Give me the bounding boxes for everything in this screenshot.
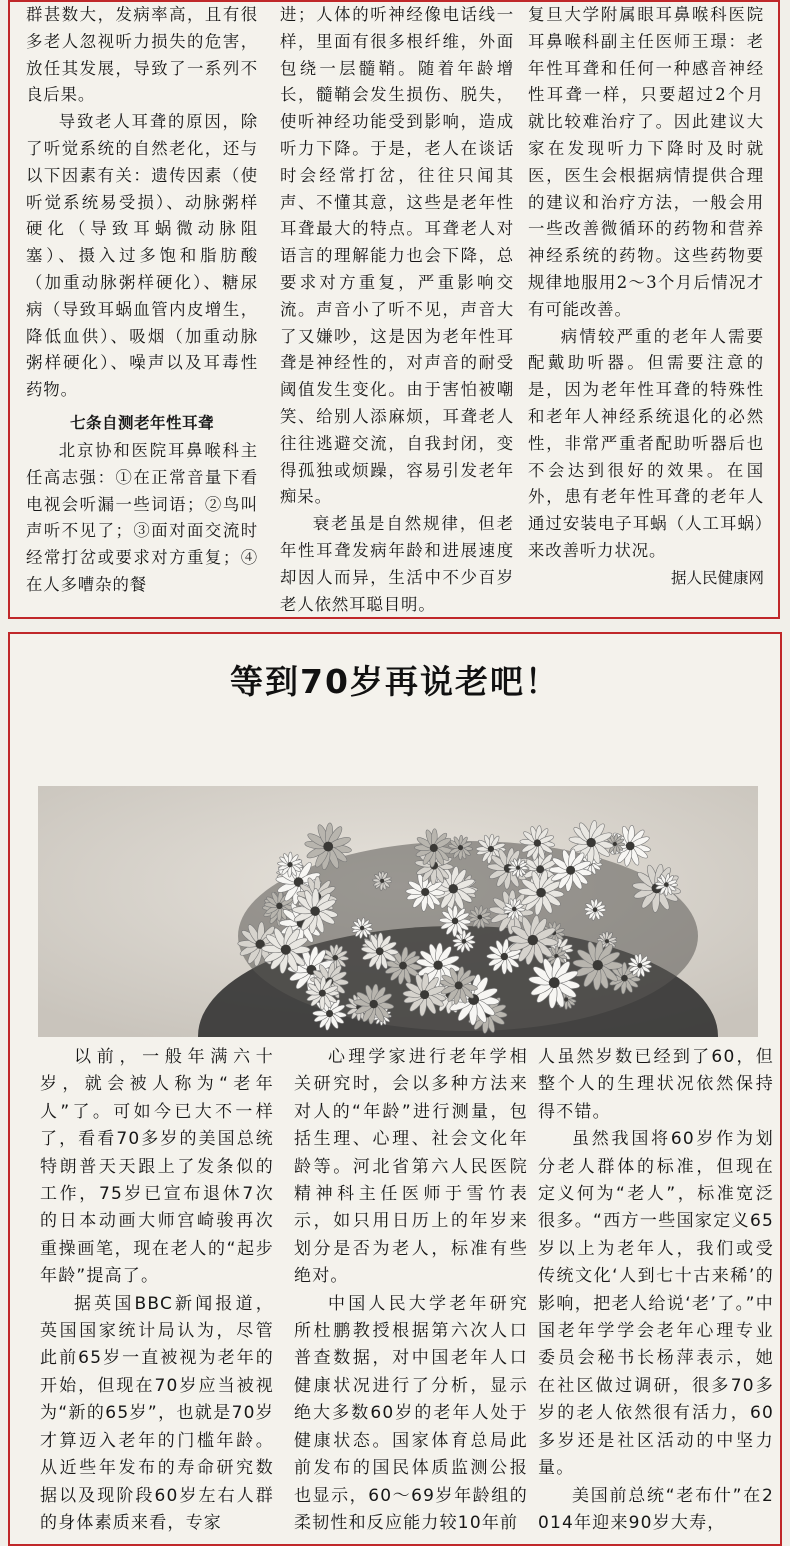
top-col1-paragraph-2: 导致老人耳聋的原因，除了听觉系统的自然老化，还与以下因素有关：遗传因素（使听觉系统易受损）、动脉粥样硬化（导致耳蜗微动脉阻塞）、摄入过多饱和脂肪酸（加重动脉粥样硬化）、糖尿病（导致耳蜗血管内皮增生，降低血供）、吸烟（加重动脉粥样硬化）、噪声以及耳毒性药物。 xyxy=(26,112,258,400)
top-col-2 xyxy=(280,2,514,618)
bottom-col3-paragraph-2: 虽然我国将60岁作为划分老人群体的标准，但现在定义何为“老人”，标准宽泛很多。“西方一些国家定义65岁以上为老年人，我们或受传统文化‘人到七十古来稀’的影响，把老人给说‘老’了。”中国老年学学会老年心理专业委员会秘书长杨萍表示，她在社区做过调研，很多70多岁的老人依然很有活力，60多岁还是社区活动的中坚力量。 xyxy=(538,1129,774,1479)
top-source-credit: 据人民健康网 xyxy=(670,568,764,587)
bottom-col-1 xyxy=(40,1044,274,1537)
top-col3-paragraph-2: 病情较严重的老年人需要配戴助听器。但需要注意的是，因为老年性耳聋的特殊性和老年人神经系统退化的必然性，非常严重者配助听器后也不会达到很好的效果。在国外，患有老年性耳聋的老年人通过安装电子耳蜗（人工耳蜗）来改善听力状况。 xyxy=(528,326,764,560)
top-col2-paragraph-2: 衰老虽是自然规律，但老年性耳聋发病年龄和进展速度却因人而异，生活中不少百岁老人依然耳聪目明。 xyxy=(280,514,514,614)
top-subheading: 七条自测老年性耳聋 xyxy=(69,413,214,432)
bottom-col1-paragraph-2: 据英国BBC新闻报道，英国国家统计局认为，尽管此前65岁一直被视为老年的开始，但现在70岁应当被视为“新的65岁”，也就是70岁才算迈入老年的门槛年龄。从近些年发布的寿命研究数据以及现阶段60岁左右人群的身体素质来看，专家 xyxy=(40,1293,274,1533)
bottom-col2-paragraph-2: 中国人民大学老年研究所杜鹏教授根据第六次人口普查数据，对中国老年人口健康状况进行了分析，显示绝大多数60岁的老年人处于健康状态。国家体育总局此前发布的国民体质监测公报也显示，60～69岁年龄组的柔韧性和反应能力较10年前 xyxy=(294,1293,528,1533)
bottom-col3-paragraph-1: 人虽然岁数已经到了60，但整个人的生理状况依然保持得不错。 xyxy=(538,1047,774,1122)
flower-basket-photo xyxy=(38,786,758,1037)
bottom-col-3 xyxy=(538,1044,774,1537)
top-col-1 xyxy=(26,2,258,599)
article-title: 等到70岁再说老吧！ xyxy=(230,662,560,701)
top-col-3 xyxy=(528,2,764,591)
top-col2-paragraph-1: 进；人体的听神经像电话线一样，里面有很多根纤维，外面包绕一层髓鞘。随着年龄增长，髓鞘会发生损伤、脱失，使听神经功能受到影响，造成听力下降。于是，老人在谈话时会经常打岔，往往只闻其声、不懂其意，这些是老年性耳聋最大的特点。耳聋老人对语言的理解能力也会下降，总要求对方重复，严重影响交流。声音小了听不见，声音大了又嫌吵，这是因为老年性耳聋是神经性的，对声音的耐受阈值发生变化。由于害怕被嘲笑、给别人添麻烦，耳聋老人往往逃避交流，自我封闭，变得孤独或烦躁，容易引发老年痴呆。 xyxy=(280,5,514,507)
top-article-frame xyxy=(8,0,780,619)
top-col3-paragraph-1: 复旦大学附属眼耳鼻喉科医院耳鼻喉科副主任医师王璟：老年性耳聋和任何一种感音神经性耳聋一样，只要超过2个月就比较难治疗了。因此建议大家在发现听力下降时及时就医，医生会根据病情提供合理的建议和治疗方法，一般会用一些改善微循环的药物和营养神经系统的药物。这些药物要规律地服用2～3个月后情况才有可能改善。 xyxy=(528,5,764,319)
top-col1-paragraph-1: 群甚数大，发病率高，且有很多老人忽视听力损失的危害，放任其发展，导致了一系列不良后果。 xyxy=(26,5,258,105)
bottom-article-frame xyxy=(8,632,782,1546)
flower-basket-illustration xyxy=(38,786,758,1037)
bottom-col3-paragraph-3: 美国前总统“老布什”在2014年迎来90岁大寿， xyxy=(538,1485,774,1533)
bottom-col-2 xyxy=(294,1044,528,1537)
top-col1-paragraph-3: 北京协和医院耳鼻喉科主任高志强：①在正常音量下看电视会听漏一些词语；②鸟叫声听不见了；③面对面交流时经常打岔或要求对方重复；④在人多嘈杂的餐 xyxy=(26,440,258,594)
bottom-col2-paragraph-1: 心理学家进行老年学相关研究时，会以多种方法来对人的“年龄”进行测量，包括生理、心理、社会文化年龄等。河北省第六人民医院精神科主任医师于雪竹表示，如只用日历上的年岁来划分是否为老人，标准有些绝对。 xyxy=(294,1047,528,1287)
bottom-col1-paragraph-1: 以前，一般年满六十岁，就会被人称为“老年人”了。可如今已大不一样了，看看70多岁的美国总统特朗普天天跟上了发条似的工作，75岁已宣布退休7次的日本动画大师宫崎骏再次重操画笔，现在老人的“起步年龄”提高了。 xyxy=(40,1047,274,1287)
